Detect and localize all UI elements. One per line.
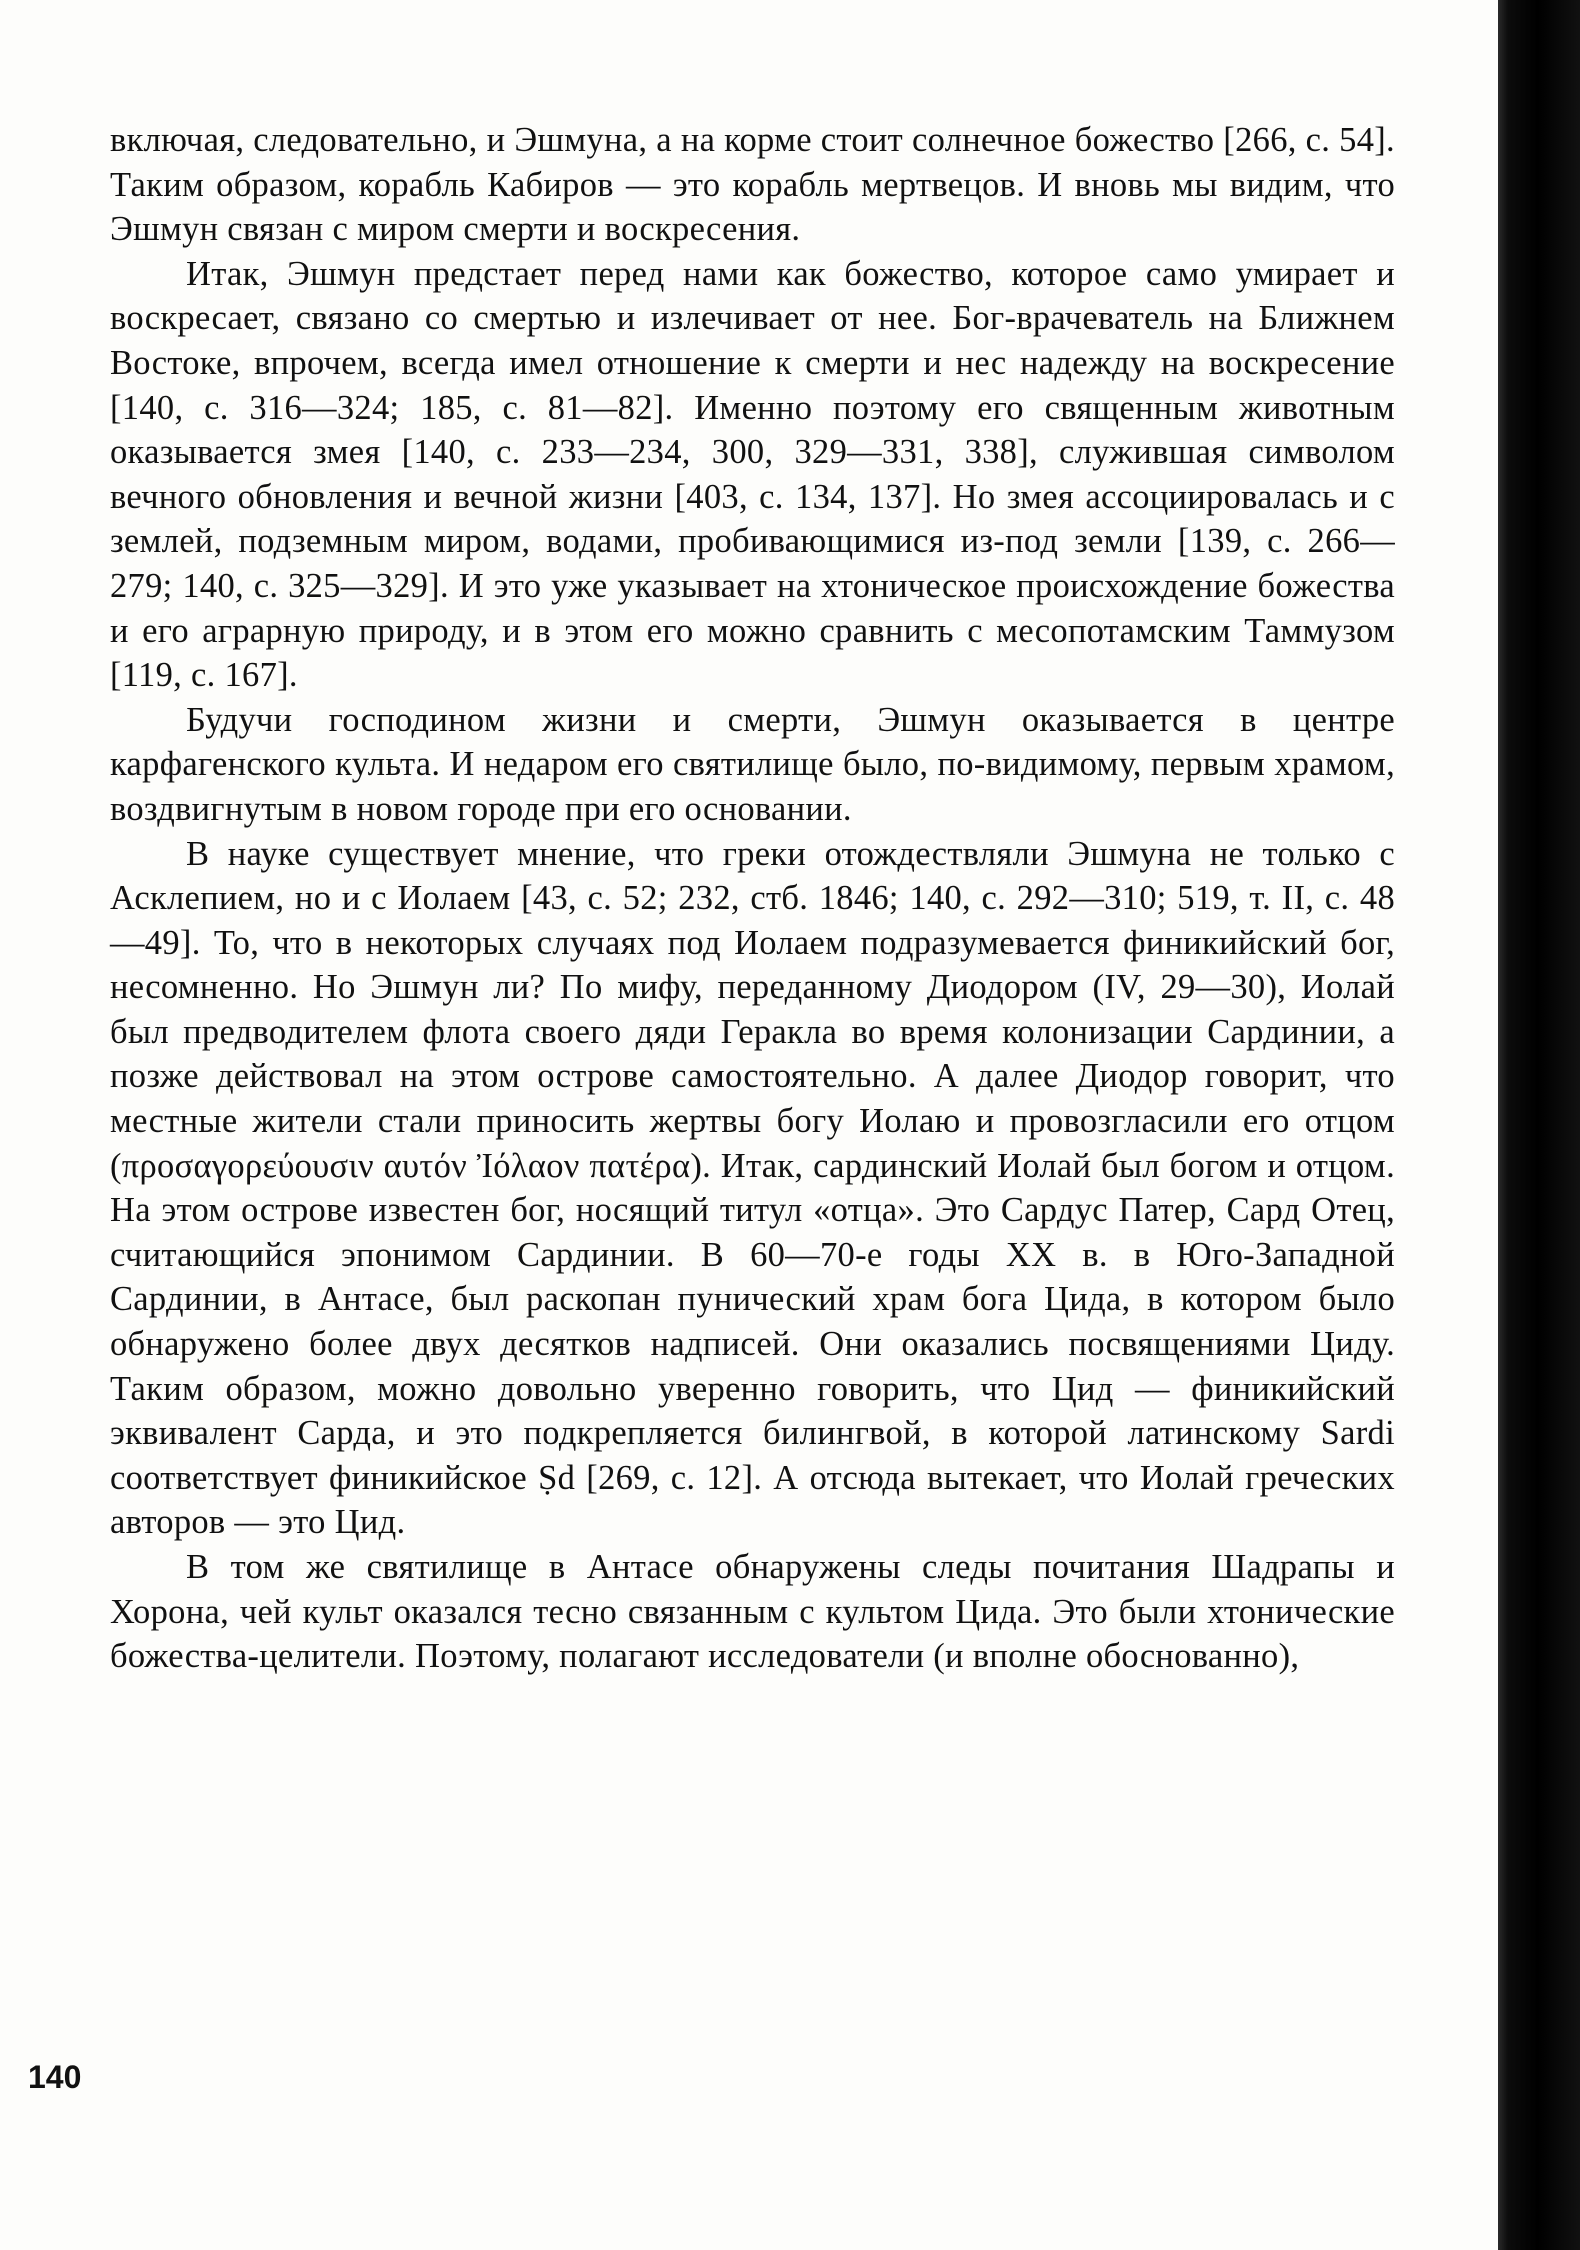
scan-dark-edge	[1498, 0, 1580, 2250]
paragraph-antas-sanctuary: В том же святилище в Антасе обнаружены следы почитания Шадрапы и Хорона, чей культ оказался тесно связанным с культом Цида. Это были хтонические божества-целители. Поэтому, полагают исследователи (и вполне обоснованно),	[110, 1548, 1395, 1676]
body-text	[110, 118, 1395, 1679]
paragraph-iolaus-sid: В науке существует мнение, что греки отождествляли Эшмуна не только с Асклепием, но и с Иолаем [43, с. 52; 232, стб. 1846; 140, с. 292—310; 519, т. II, с. 48—49]. То, что в некоторых случаях под Иолаем подразумевается финикийский бог, несомненно. Но Эшмун ли? По мифу, переданному Диодором (IV, 29—30), Иолай был предводителем флота своего дяди Геракла во время колонизации Сардинии, а позже действовал на этом острове самостоятельно. А далее Диодор говорит, что местные жители стали приносить жертвы богу Иолаю и провозгласили его отцом (προσαγορεύουσιν αυτόν Ἰόλαον πατέρα). Итак, сардинский Иолай был богом и отцом. На этом острове известен бог, носящий титул «отца». Это Сардус Патер, Сард Отец, считающийся эпонимом Сардинии. В 60—70-е годы XX в. в Юго-Западной Сардинии, в Антасе, был раскопан пунический храм бога Цида, в котором было обнаружено более двух десятков надписей. Они оказались посвящениями Циду. Таким образом, можно довольно уверенно говорить, что Цид — финикийский эквивалент Сарда, и это подкрепляется билингвой, в которой латинскому Sardi соответствует финикийское Ṣd [269, с. 12]. А отсюда вытекает, что Иолай греческих авторов — это Цид.	[110, 834, 1395, 1542]
paragraph-eshmun-death-resurrection: Итак, Эшмун предстает перед нами как божество, которое само умирает и воскресает, связано со смертью и излечивает от нее. Бог-врачеватель на Ближнем Востоке, впрочем, всегда имел отношение к смерти и нес надежду на воскресение [140, с. 316—324; 185, с. 81—82]. Именно поэтому его священным животным оказывается змея [140, с. 233—234, 300, 329—331, 338], служившая символом вечного обновления и вечной жизни [403, с. 134, 137]. Но змея ассоциировалась и с землей, подземным миром, водами, пробивающимися из-под земли [139, с. 266—279; 140, с. 325—329]. И это уже указывает на хтоническое происхождение божества и его аграрную природу, и в этом его можно сравнить с месопотамским Таммузом [119, с. 167].	[110, 254, 1395, 695]
page-number: 140	[28, 2059, 82, 2095]
paragraph-carthage-cult: Будучи господином жизни и смерти, Эшмун оказывается в центре карфагенского культа. И недаром его святилище было, по-видимому, первым храмом, воздвигнутым в новом городе при его основании.	[110, 700, 1395, 828]
paragraph-continuation: включая, следовательно, и Эшмуна, а на корме стоит солнечное божество [266, с. 54]. Таким образом, корабль Кабиров — это корабль мертвецов. И вновь мы видим, что Эшмун связан с миром смерти и воскресения.	[110, 121, 1395, 249]
